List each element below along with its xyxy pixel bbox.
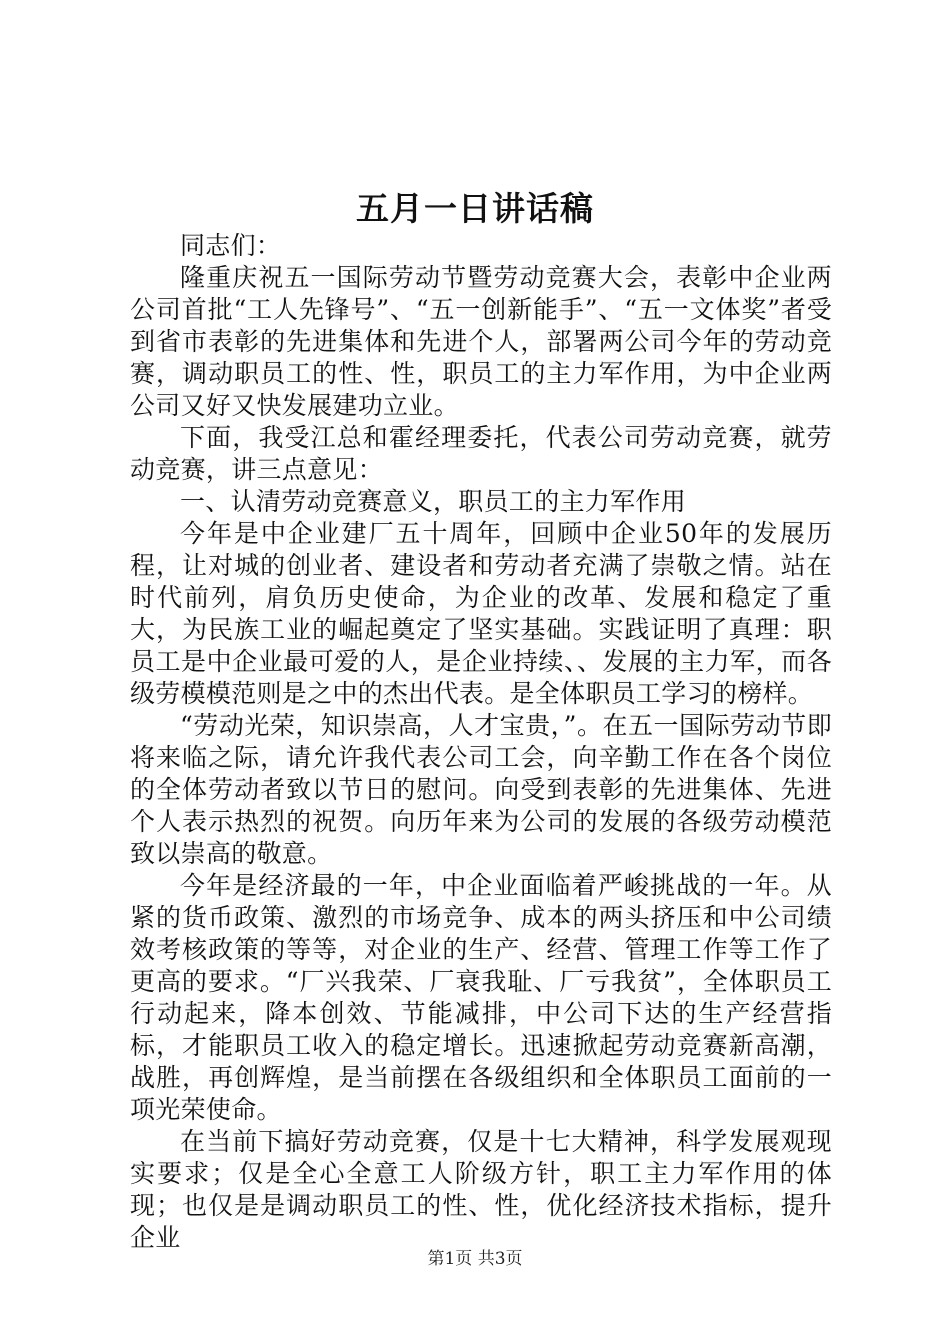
paragraph: 今年是中企业建厂五十周年，回顾中企业50年的发展历程，让对城的创业者、建设者和劳动者充满了崇敬之情。站在时代前列，肩负历史使命，为企业的改革、发展和稳定了重大，为民族工业的崛起奠定了坚实基础。实践证明了真理：职员工是中企业最可爱的人，是企业持续、、发展的主力军，而各级劳模模范则是之中的杰出代表。是全体职员工学习的榜样。 [130,519,832,708]
paragraph: 今年是经济最的一年，中企业面临着严峻挑战的一年。从紧的货币政策、激烈的市场竞争、成本的两头挤压和中公司绩效考核政策的等等，对企业的生产、经营、管理工作等工作了更高的要求。“厂兴我荣、厂衰我耻、厂亏我贫”，全体职员工行动起来，降本创效、节能减排，中公司下达的生产经营指标，才能职员工收入的稳定增长。迅速掀起劳动竞赛新高潮，战胜，再创辉煌，是当前摆在各级组织和全体职员工面前的一项光荣使命。 [130,871,832,1124]
section-heading: 一、认清劳动竞赛意义，职员工的主力军作用 [180,487,687,516]
paragraph: 在当前下搞好劳动竞赛，仅是十七大精神，科学发展观现实要求；仅是全心全意工人阶级方针，职工主力军作用的体现；也仅是是调动职员工的性、性，优化经济技术指标，提升企业 [130,1127,832,1252]
document-title: 五月一日讲话稿 [356,189,594,228]
paragraph: “劳动光荣，知识崇高，人才宝贵，”。在五一国际劳动节即将来临之际，请允许我代表公司工会，向辛勤工作在各个岗位的全体劳动者致以节日的慰问。向受到表彰的先进集体、先进个人表示热烈的祝贺。向历年来为公司的发展的各级劳动模范致以崇高的敬意。 [130,711,832,868]
salutation: 同志们： [180,231,282,260]
page-footer: 第1页 共3页 [427,1249,523,1269]
document-body [130,230,832,1254]
paragraph: 隆重庆祝五一国际劳动节暨劳动竞赛大会，表彰中企业两公司首批“工人先锋号”、“五一创新能手”、“五一文体奖”者受到省市表彰的先进集体和先进个人，部署两公司今年的劳动竞赛，调动职员工的性、性，职员工的主力军作用，为中企业两公司又好又快发展建功立业。 [130,263,832,420]
paragraph: 下面，我受江总和霍经理委托，代表公司劳动竞赛，就劳动竞赛，讲三点意见： [130,423,832,484]
